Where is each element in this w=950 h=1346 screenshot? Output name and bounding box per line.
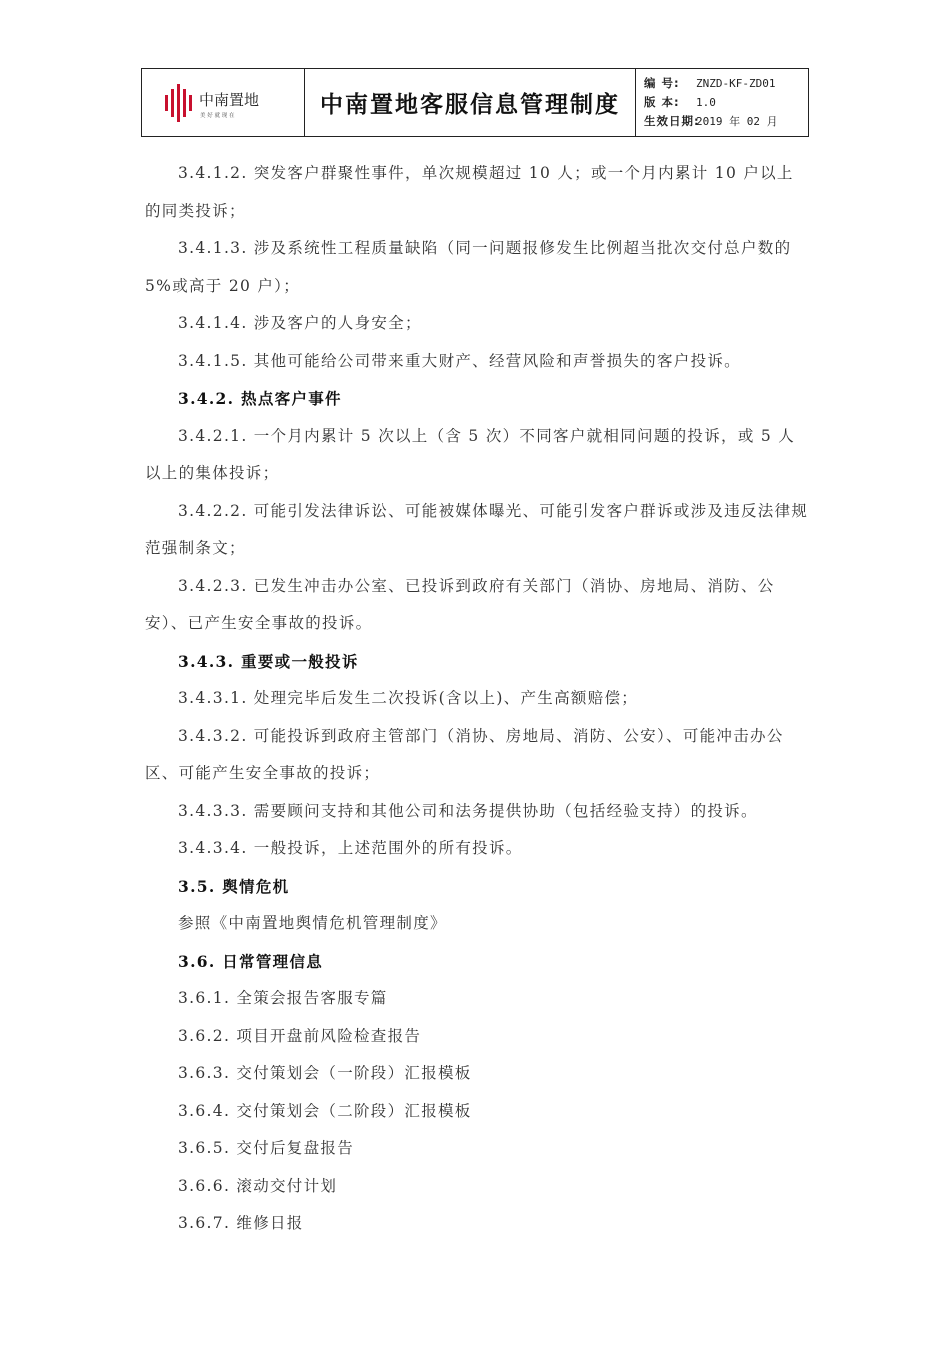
company-logo — [163, 81, 283, 125]
document-header — [141, 68, 809, 137]
logo-cell — [142, 69, 305, 136]
meta-label: 版 本: — [644, 95, 680, 109]
svg-text:中南置地: 中南置地 — [199, 90, 260, 109]
svg-text:美 好 就 现 在: 美 好 就 现 在 — [200, 112, 235, 119]
list-item: 3.6.3. 交付策划会（一阶段）汇报模板 — [178, 1064, 472, 1082]
paragraph: 3.4.2.3. 已发生冲击办公室、已投诉到政府有关部门（消协、房地局、消防、公安）、已产生安全事故的投诉。 — [145, 576, 775, 632]
meta-version-row — [644, 93, 808, 112]
paragraph: 3.4.1.3. 涉及系统性工程质量缺陷（同一问题报修发生比例超当批次交付总户数的 5%或高于 20 户）； — [145, 239, 792, 295]
paragraph: 3.4.2.2. 可能引发法律诉讼、可能被媒体曝光、可能引发客户群诉或涉及违反法律规范强制条文； — [145, 501, 809, 557]
meta-code-value: ZNZD-KF-ZD01 — [696, 77, 776, 90]
section-heading: 3.4.3. 重要或一般投诉 — [178, 651, 359, 671]
list-item: 3.6.5. 交付后复盘报告 — [178, 1139, 354, 1157]
paragraph: 3.4.2.1. 一个月内累计 5 次以上（含 5 次）不同客户就相同问题的投诉，或 5 人以上的集体投诉； — [145, 426, 796, 482]
list-item: 3.6.6. 滚动交付计划 — [178, 1176, 338, 1195]
paragraph: 3.4.1.2. 突发客户群聚性事件，单次规模超过 10 人；或一个月内累计 10 户以上的同类投诉； — [145, 164, 794, 220]
section-heading: 3.5. 舆情危机 — [178, 876, 290, 896]
list-item: 3.6.4. 交付策划会（二阶段）汇报模板 — [178, 1101, 472, 1120]
meta-date-value: 2019 年 02 月 — [696, 115, 778, 128]
meta-label: 生效日期: — [644, 114, 700, 128]
paragraph: 3.4.1.5. 其他可能给公司带来重大财产、经营风险和声誉损失的客户投诉。 — [178, 351, 741, 370]
section-heading: 3.4.2. 热点客户事件 — [178, 389, 342, 408]
paragraph: 3.4.3.1. 处理完毕后发生二次投诉(含以上)、产生高额赔偿； — [178, 689, 639, 707]
paragraph: 3.4.3.4. 一般投诉，上述范围外的所有投诉。 — [178, 839, 523, 857]
paragraph: 3.4.3.3. 需要顾问支持和其他公司和法务提供协助（包括经验支持）的投诉。 — [178, 801, 758, 820]
meta-date-row — [644, 112, 808, 131]
paragraph: 3.4.3.2. 可能投诉到政府主管部门（消协、房地局、消防、公安）、可能冲击办公区、可能产生安全事故的投诉； — [145, 726, 784, 782]
document-meta — [636, 69, 808, 136]
meta-label: 编 号: — [644, 76, 680, 90]
document-title: 中南置地客服信息管理制度 — [305, 69, 636, 136]
list-item: 3.6.2. 项目开盘前风险检查报告 — [178, 1026, 422, 1045]
section-heading: 3.6. 日常管理信息 — [178, 951, 324, 971]
list-item: 3.6.7. 维修日报 — [178, 1214, 304, 1232]
paragraph: 参照《中南置地舆情危机管理制度》 — [178, 914, 447, 932]
document-body — [145, 155, 810, 1243]
paragraph: 3.4.1.4. 涉及客户的人身安全； — [178, 314, 422, 332]
meta-code-row — [644, 74, 808, 93]
list-item: 3.6.1. 全策会报告客服专篇 — [178, 989, 388, 1007]
meta-version-value: 1.0 — [696, 96, 716, 109]
